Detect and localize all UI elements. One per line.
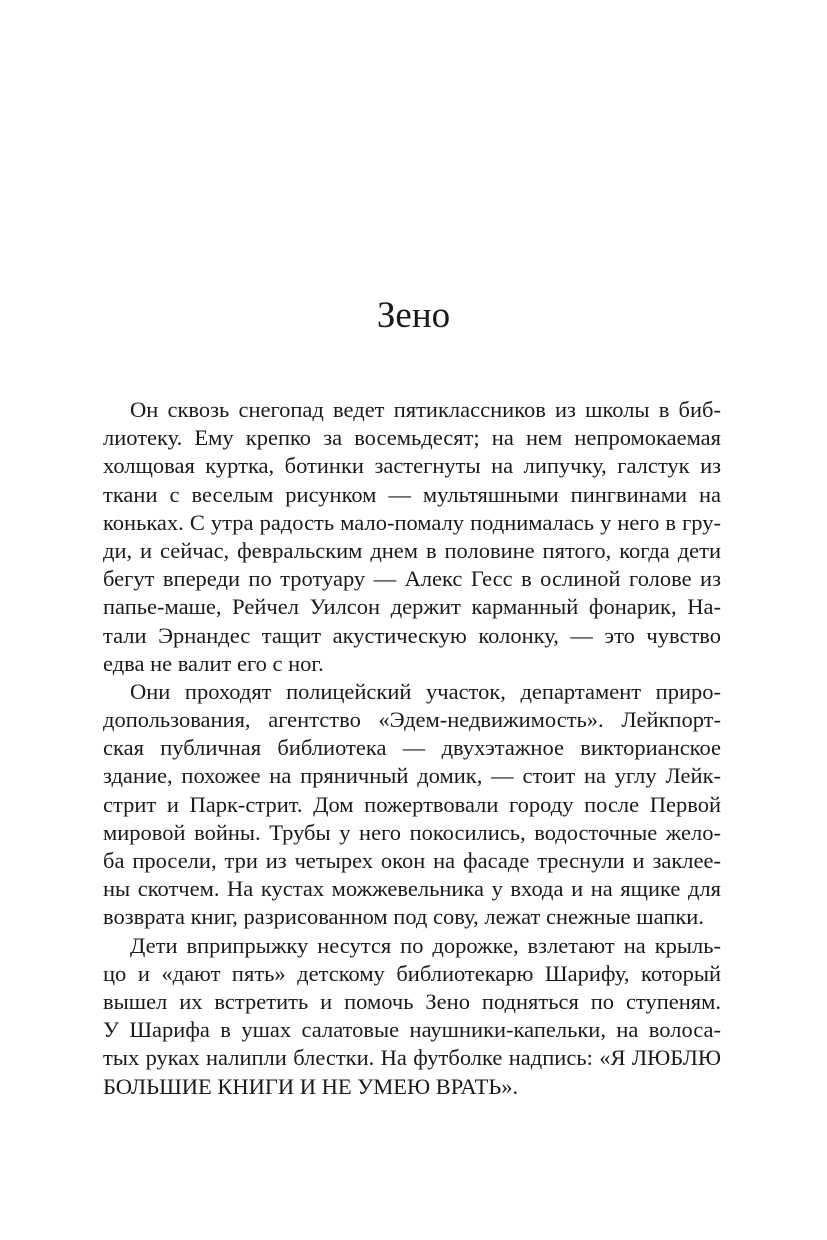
text-line: вышел их встретить и помочь Зено подняться по ступеням. [103,988,721,1014]
text-line: ны скотчем. На кустах можжевельника у входа и на ящике для [103,876,721,902]
text-line: папье-маше, Рейчел Уилсон держит карманный фонарик, На- [103,594,721,620]
text-line: У Шарифа в ушах салатовые наушники-капельки, на волоса- [103,1017,721,1043]
text-line: возврата книг, разрисованном под сову, лежат снежные шапки. [103,904,704,930]
text-line: допользования, агентство «Эдем-недвижимость». Лейкпорт- [103,707,721,733]
text-line: Он сквозь снегопад ведет пятиклассников из школы в биб- [130,397,721,422]
chapter-title: Зено [376,295,451,336]
text-line: коньках. С утра радость мало-помалу поднималась у него в гру- [103,509,721,535]
text-line: ди, и сейчас, февральским днем в половине пятого, когда дети [103,537,721,563]
text-line: Они проходят полицейский участок, департамент приро- [130,678,721,704]
text-line: тали Эрнандес тащит акустическую колонку, — это чувство [103,622,721,648]
text-line: ткани с веселым рисунком — мультяшными пингвинами на [103,481,721,507]
paragraph-1 [103,396,721,678]
text-line: здание, похожее на пряничный домик, — стоит на углу Лейк- [103,763,721,789]
text-line: Дети вприпрыжку несутся по дорожке, взлетают на крыль- [130,932,721,958]
text-line: цо и «дают пять» детскому библиотекарю Шарифу, который [103,960,721,986]
text-line: стрит и Парк-стрит. Дом пожертвовали городу после Первой [103,791,721,817]
text-line: холщовая куртка, ботинки застегнуты на липучку, галстук из [103,453,721,479]
text-line: едва не валит его с ног. [103,650,324,676]
paragraph-3 [103,932,721,1101]
text-line: ба просели, три из четырех окон на фасаде треснули и заклее- [103,848,721,873]
text-line: лиотеку. Ему крепко за восемьдесят; на нем непромокаемая [103,425,721,451]
paragraph-2 [103,678,721,932]
text-line: БОЛЬШИЕ КНИГИ И НЕ УМЕЮ ВРАТЬ». [103,1073,519,1099]
text-line: ская публичная библиотека — двухэтажное викторианское [103,735,721,761]
text-line: мировой войны. Трубы у него покосились, водосточные жело- [103,819,721,845]
chapter-body [103,396,721,1101]
text-line: бегут впереди по тротуару — Алекс Гесс в ослиной голове из [103,566,721,592]
text-line: тых руках налипли блестки. На футболке надпись: «Я ЛЮБЛЮ [103,1045,721,1071]
